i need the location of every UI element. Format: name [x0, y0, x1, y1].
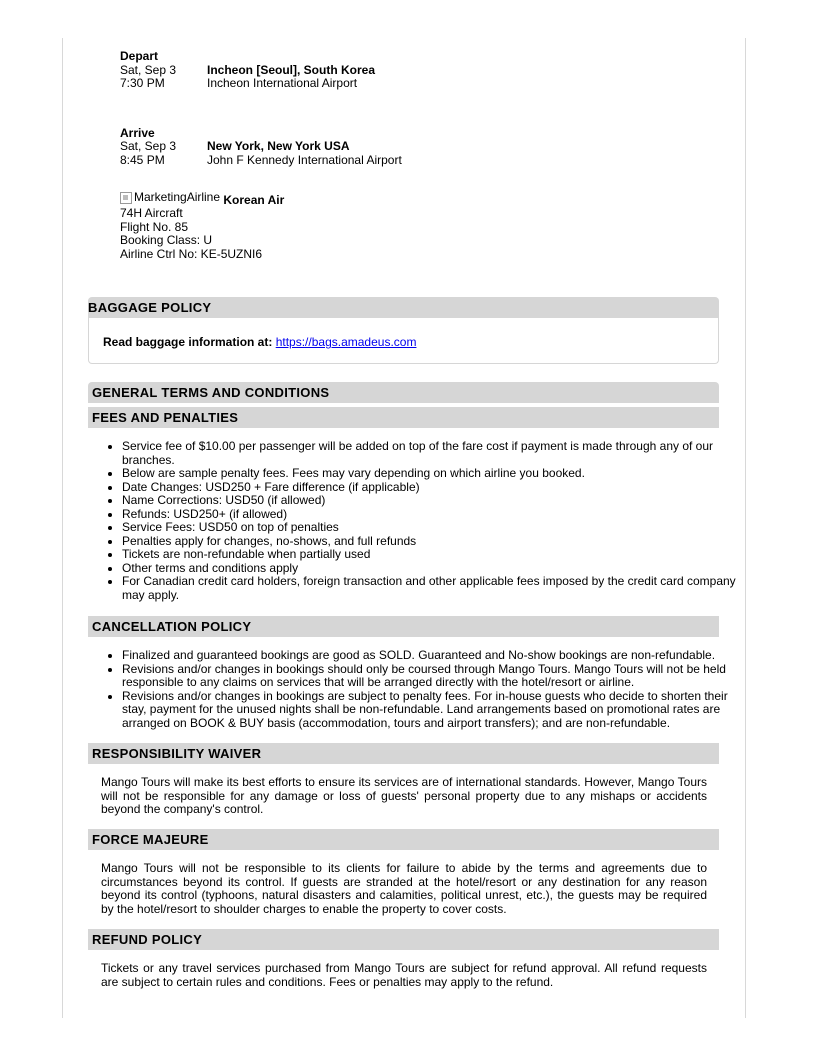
baggage-link[interactable]: https://bags.amadeus.com — [275, 335, 417, 349]
airline-info — [120, 191, 520, 261]
force-majeure-header: FORCE MAJEURE — [88, 829, 719, 850]
list-item: • Refunds: USD250+ (if allowed) — [122, 508, 742, 522]
responsibility-waiver-text: Mango Tours will make its best efforts to ensure its services are of international standards. However, Mango Tours will not be responsible for any damage or loss of guests' personal property due to any mishaps or accidents beyond the company's control. — [101, 775, 707, 816]
responsibility-waiver-header: RESPONSIBILITY WAIVER — [88, 743, 719, 764]
list-item: • Service Fees: USD50 on top of penalties — [122, 521, 742, 535]
depart-label: Depart — [120, 49, 159, 63]
list-item: • Revisions and/or changes in bookings should only be coursed through Mango Tours. Mango Tours will not be held responsible to any claims on services that will be arranged directly with the hotel/resort or airline. — [122, 663, 742, 690]
list-item: • Date Changes: USD250 + Fare difference (if applicable) — [122, 481, 742, 495]
list-item: • Revisions and/or changes in bookings are subject to penalty fees. For in-house guests who decide to shorten their stay, payment for the unused nights shall be non-refundable. Land arrangements based on promotional rates are arranged on BOOK & BUY basis (accommodation, tours and airport transfers); and are non-refundable. — [122, 690, 742, 731]
list-item: • Finalized and guaranteed bookings are good as SOLD. Guaranteed and No-show bookings are non-refundable. — [122, 649, 742, 663]
arrive-airport: John F Kennedy International Airport — [207, 152, 402, 167]
list-item: • Name Corrections: USD50 (if allowed) — [122, 494, 742, 508]
fees-penalties-header: FEES AND PENALTIES — [88, 407, 719, 428]
refund-policy-header: REFUND POLICY — [88, 929, 719, 950]
arrive-city: New York, New York USA — [207, 139, 350, 153]
general-terms-header: GENERAL TERMS AND CONDITIONS — [88, 382, 719, 403]
list-item: • Penalties apply for changes, no-shows, and full refunds — [122, 535, 742, 549]
airline-logo-alt: MarketingAirline — [134, 190, 221, 204]
depart-time: 7:30 PM — [120, 76, 165, 90]
booking-class: Booking Class: U — [120, 233, 213, 248]
depart-airport: Incheon International Airport — [207, 76, 358, 90]
airline-name: Korean Air — [223, 192, 285, 207]
list-item: • Tickets are non-refundable when partially used — [122, 548, 742, 562]
depart-city: Incheon [Seoul], South Korea — [207, 62, 376, 77]
arrive-leg — [120, 127, 520, 168]
arrive-time: 8:45 PM — [120, 152, 165, 167]
aircraft: 74H Aircraft — [120, 206, 183, 221]
depart-date: Sat, Sep 3 — [120, 62, 177, 77]
baggage-policy-header: BAGGAGE POLICY — [88, 297, 719, 318]
airline-logo — [120, 191, 220, 205]
page-right-border — [745, 38, 746, 1018]
list-item: • Service fee of $10.00 per passenger will be added on top of the fare cost if payment is made through any of our branches. — [122, 440, 742, 467]
flight-number: Flight No. 85 — [120, 219, 189, 234]
force-majeure-text: Mango Tours will not be responsible to its clients for failure to abide by the terms and agreements due to circumstances beyond its control. If guests are stranded at the hotel/resort or any destination for any reason beyond its control (typhoons, natural disasters and calamities, political unrest, etc.), the guests may be required by the hotel/resort to shoulder charges to enable the property to cover costs. — [101, 861, 707, 916]
flight-segment — [120, 50, 520, 261]
page-left-border — [62, 38, 63, 1018]
list-item: • For Canadian credit card holders, foreign transaction and other applicable fees imposed by the credit card company may apply. — [122, 575, 742, 602]
cancellation-list — [104, 649, 742, 730]
baggage-policy-box — [88, 318, 719, 364]
arrive-date: Sat, Sep 3 — [120, 139, 177, 153]
depart-leg — [120, 50, 520, 91]
airline-ctrl-no: Airline Ctrl No: KE-5UZNI6 — [120, 246, 263, 261]
fees-list — [104, 440, 742, 602]
broken-image-icon — [120, 192, 132, 204]
refund-policy-text: Tickets or any travel services purchased from Mango Tours are subject for refund approval. All refund requests are subject to certain rules and conditions. Fees or penalties may apply to the refund. — [101, 961, 707, 989]
list-item: • Below are sample penalty fees. Fees may vary depending on which airline you booked. — [122, 467, 742, 481]
baggage-label: Read baggage information at: — [103, 335, 273, 349]
list-item: • Other terms and conditions apply — [122, 562, 742, 576]
arrive-label: Arrive — [120, 125, 155, 140]
cancellation-policy-header: CANCELLATION POLICY — [88, 616, 719, 637]
